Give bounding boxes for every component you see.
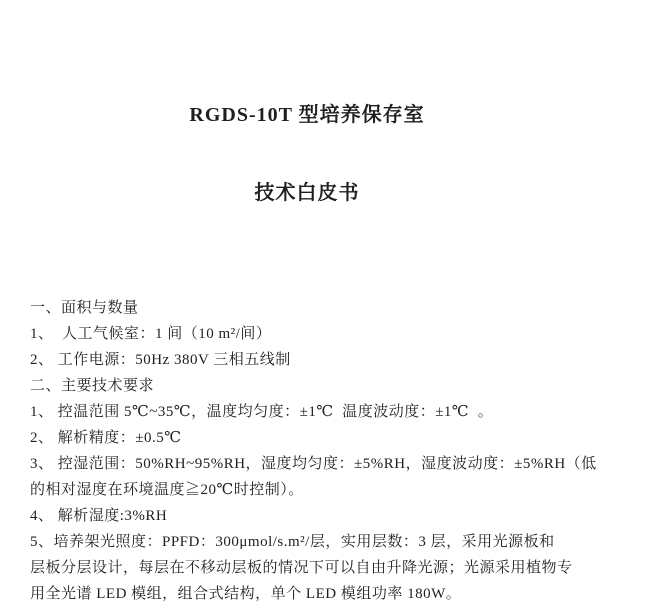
- list-item-humidity-resolution: 4、 解析湿度:3%RH: [30, 508, 168, 524]
- list-item-temperature-resolution: 2、 解析精度：±0.5℃: [30, 430, 182, 446]
- list-item-light-intensity-continued-1: 层板分层设计，每层在不移动层板的情况下可以自由升降光源；光源采用植物专: [30, 560, 573, 576]
- list-item-temperature-range: 1、 控温范围 5℃~35℃，温度均匀度：±1℃ 温度波动度：±1℃ 。: [30, 404, 494, 420]
- list-item-humidity-range-continued: 的相对湿度在环境温度≧20℃时控制）。: [30, 482, 304, 498]
- list-item-power-supply: 2、 工作电源：50Hz 380V 三相五线制: [30, 352, 291, 368]
- document-body: [30, 295, 649, 607]
- list-item-climate-room: 1、 人工气候室：1 间（10 m²/间）: [30, 326, 272, 342]
- title-line-1: RGDS-10T 型培养保存室: [189, 104, 425, 126]
- title-line-2: 技术白皮书: [254, 182, 360, 204]
- section-heading-area: 一、面积与数量: [30, 300, 139, 316]
- list-item-humidity-range: 3、 控湿范围：50%RH~95%RH，湿度均匀度：±5%RH，湿度波动度：±5%RH（低: [30, 456, 597, 472]
- section-heading-requirements: 二、主要技术要求: [30, 378, 155, 394]
- document-title: [0, 50, 614, 258]
- list-item-light-intensity-continued-2: 用全光谱 LED 模组，组合式结构，单个 LED 模组功率 180W。: [30, 586, 462, 602]
- list-item-light-intensity: 5、培养架光照度：PPFD：300μmol/s.m²/层，实用层数：3 层，采用光源板和: [30, 534, 555, 550]
